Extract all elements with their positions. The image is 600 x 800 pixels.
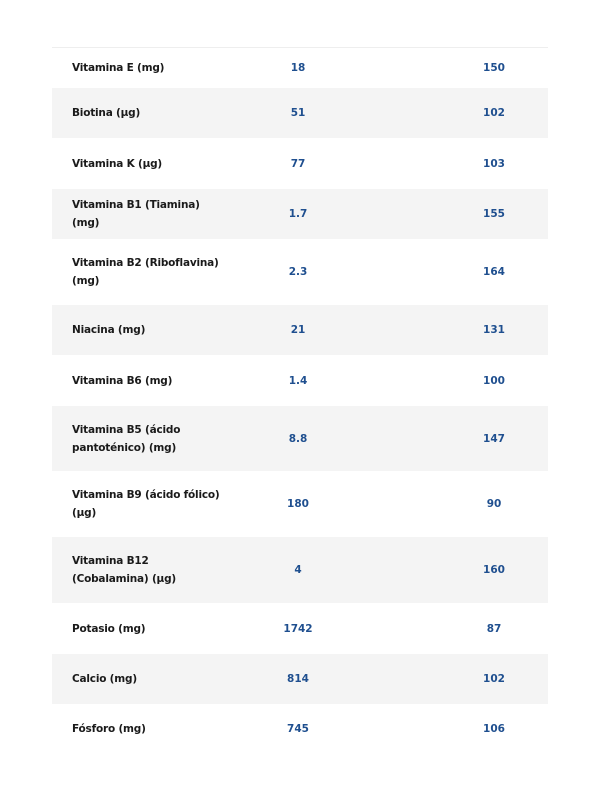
nutrient-amount: 8.8 (288, 432, 308, 445)
nutrient-amount: 51 (290, 107, 306, 119)
table-row (52, 88, 548, 138)
nutrient-amount: 21 (290, 324, 306, 336)
table-row (52, 355, 548, 406)
nutrient-percent: 160 (483, 564, 505, 576)
table-row (52, 704, 548, 754)
table-row (52, 603, 548, 654)
nutrient-name: Niacina (mg) (72, 324, 146, 336)
table-row (52, 138, 548, 189)
nutrient-name: Vitamina B2 (Riboflavina) (mg) (72, 257, 219, 287)
nutrient-name: Vitamina E (mg) (72, 62, 165, 74)
nutrient-percent: 103 (483, 157, 505, 170)
nutrient-amount: 1.7 (288, 208, 308, 220)
nutrient-percent: 147 (483, 432, 505, 445)
nutrient-percent: 87 (486, 622, 502, 635)
table-row (52, 189, 548, 239)
nutrient-percent: 100 (483, 374, 505, 387)
nutrient-percent: 131 (483, 324, 505, 336)
nutrient-percent: 150 (483, 62, 505, 74)
table-row (52, 406, 548, 471)
nutrient-amount: 4 (294, 564, 302, 576)
nutrient-amount: 1.4 (288, 374, 308, 387)
table-row (52, 305, 548, 355)
nutrient-amount: 814 (287, 673, 309, 685)
nutrient-percent: 106 (483, 723, 505, 735)
nutrient-percent: 155 (483, 208, 505, 220)
nutrient-percent: 102 (483, 673, 505, 685)
nutrient-name: Vitamina B9 (ácido fólico) (µg) (72, 489, 220, 519)
nutrient-percent: 90 (486, 498, 502, 510)
table-row (52, 48, 548, 88)
nutrient-amount: 1742 (283, 622, 313, 635)
nutrition-table (52, 47, 548, 754)
nutrient-name: Vitamina B6 (mg) (72, 374, 173, 387)
nutrient-name: Vitamina B5 (ácido pantoténico) (mg) (72, 423, 181, 454)
nutrient-amount: 2.3 (288, 266, 308, 278)
nutrient-name: Biotina (µg) (72, 107, 141, 119)
nutrient-name: Vitamina K (µg) (72, 157, 163, 170)
nutrient-name: Vitamina B1 (Tiamina) (mg) (72, 199, 200, 229)
nutrient-amount: 77 (290, 157, 306, 170)
nutrient-percent: 164 (483, 266, 505, 278)
table-row (52, 537, 548, 603)
table-row (52, 654, 548, 704)
nutrient-name: Vitamina B12 (Cobalamina) (µg) (72, 555, 176, 585)
nutrient-amount: 180 (287, 498, 309, 510)
table-row (52, 471, 548, 537)
nutrient-name: Potasio (mg) (72, 622, 146, 635)
nutrient-amount: 745 (287, 723, 309, 735)
nutrient-name: Calcio (mg) (72, 673, 137, 685)
nutrient-percent: 102 (483, 107, 505, 119)
nutrient-name: Fósforo (mg) (72, 723, 146, 735)
table-row (52, 239, 548, 305)
nutrient-amount: 18 (290, 62, 306, 74)
